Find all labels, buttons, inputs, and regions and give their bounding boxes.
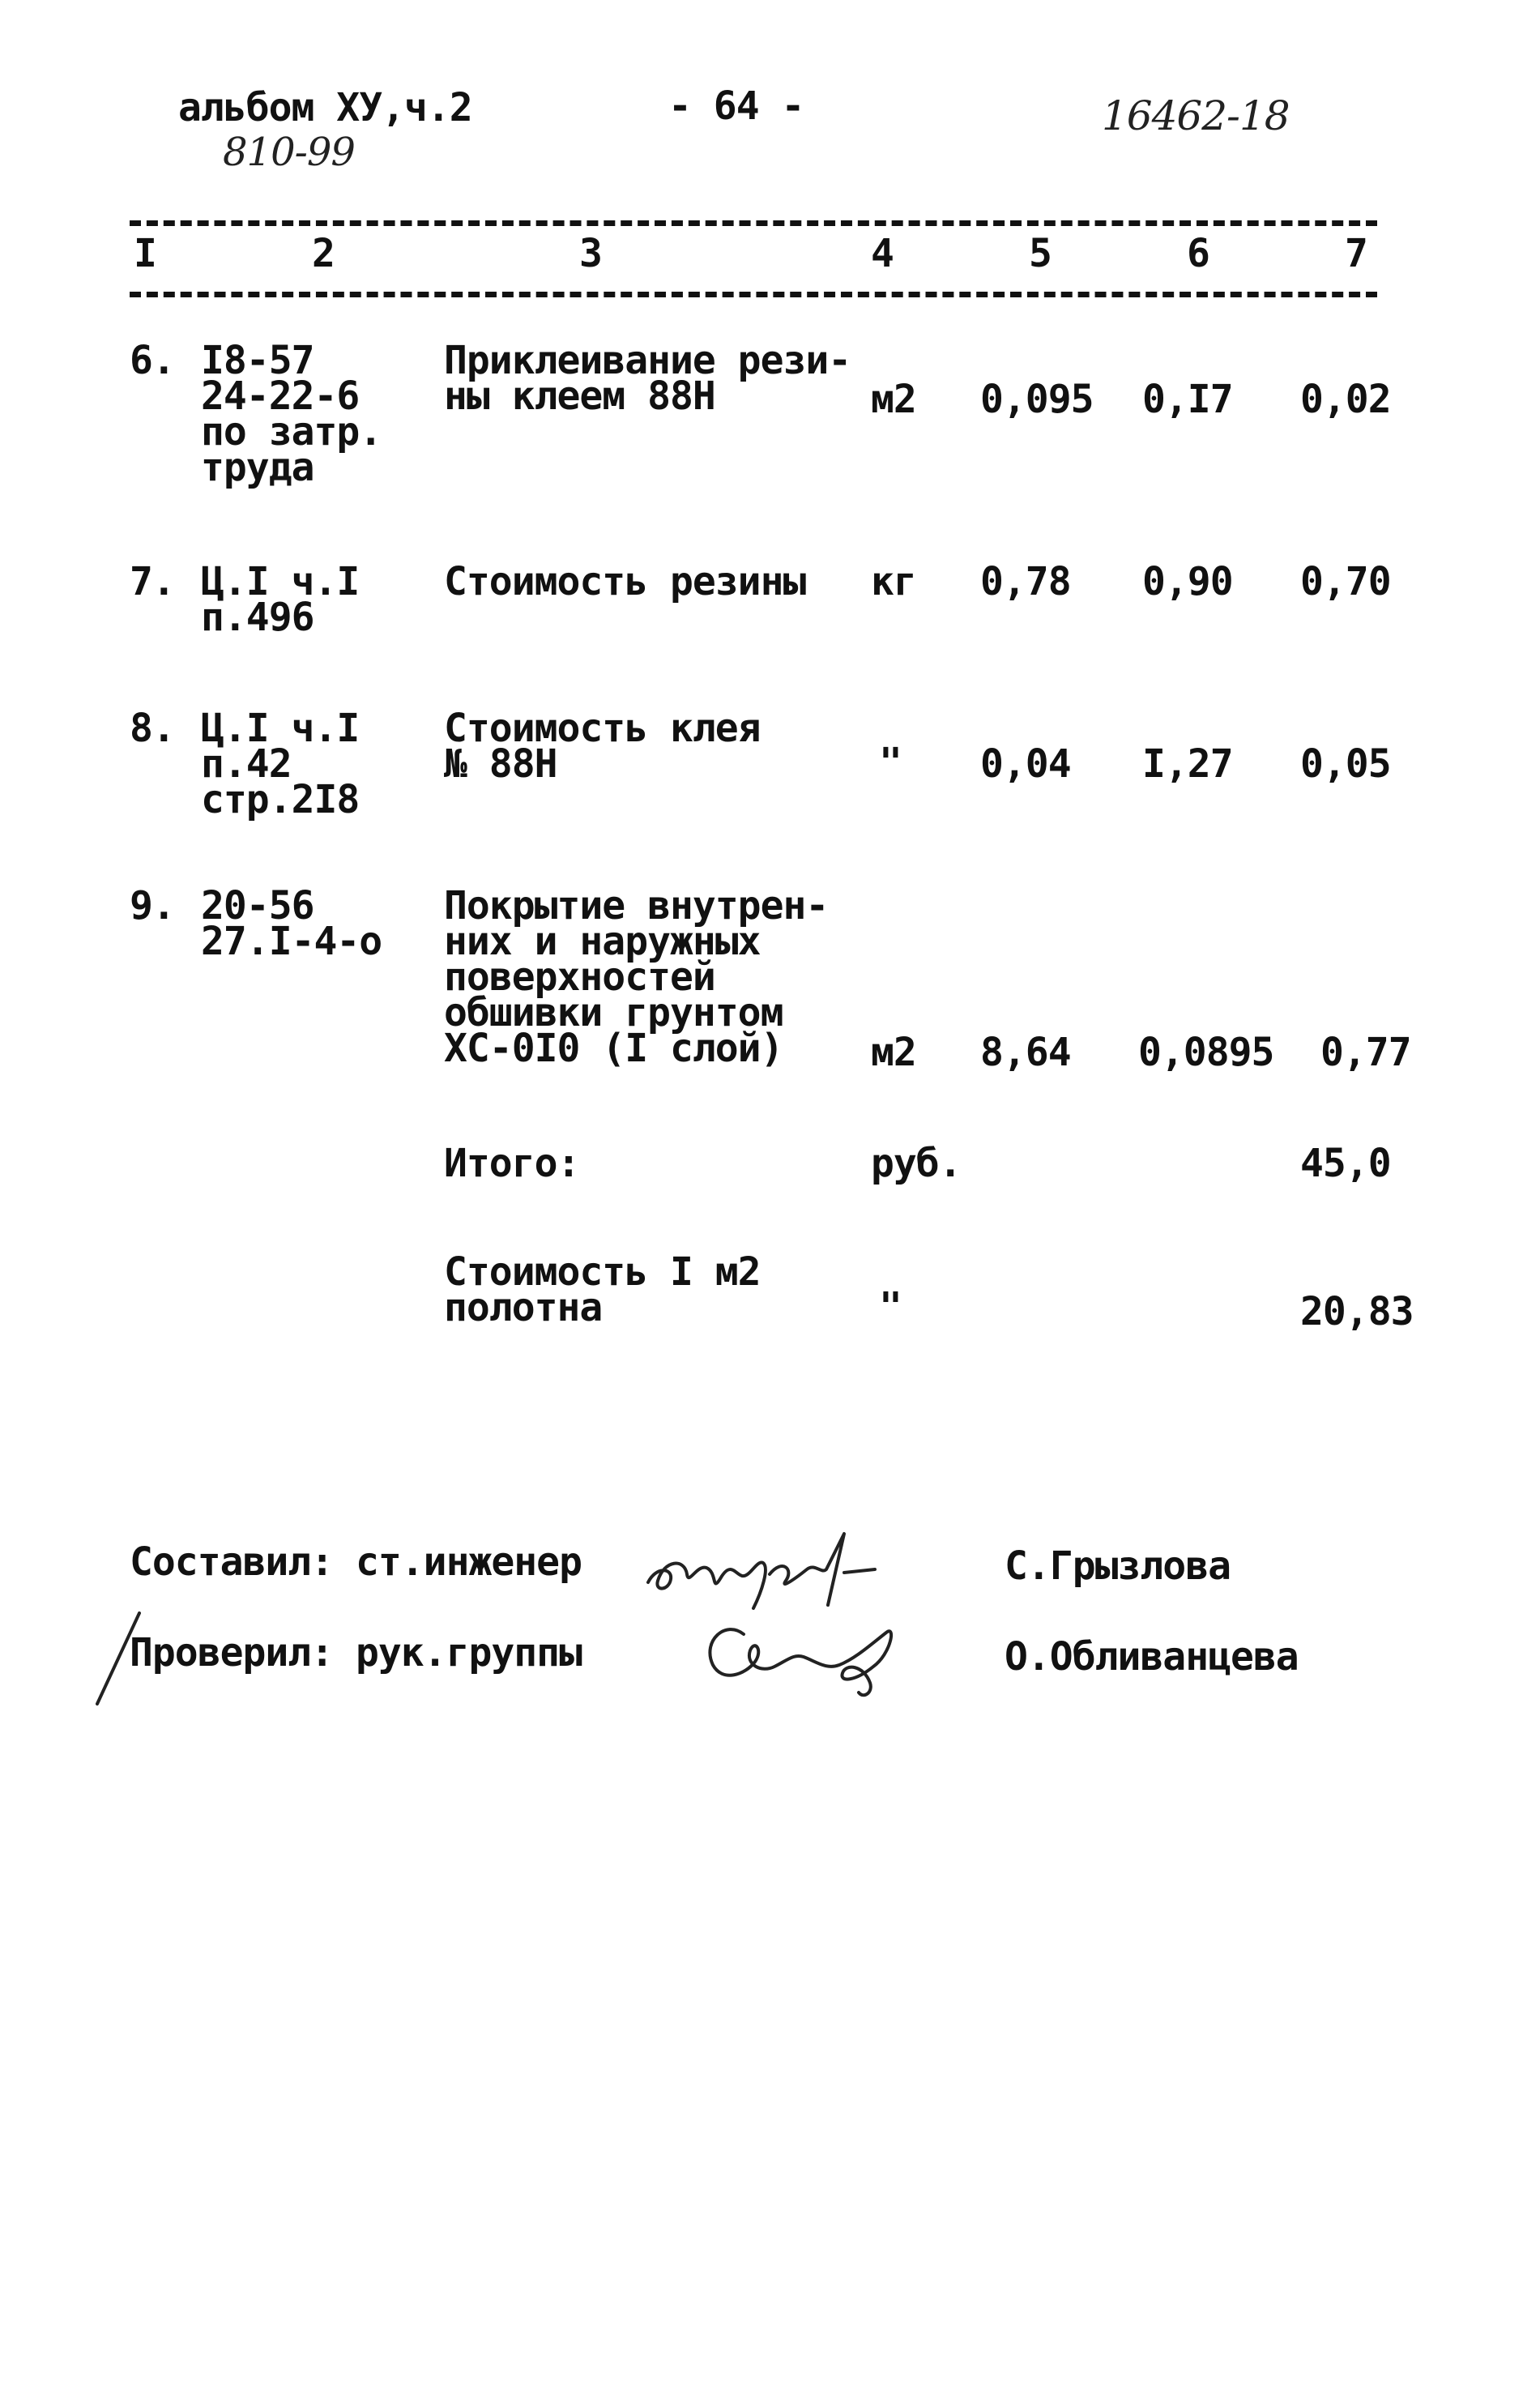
unit-cost-label: Стоимость I м2 — [444, 1249, 761, 1295]
row-total: 0,02 — [1300, 377, 1391, 422]
row-unit: м2 — [871, 377, 916, 422]
row-total: 0,05 — [1300, 741, 1391, 787]
row-reference: стр.2I8 — [201, 777, 360, 822]
row-price: 0,0895 — [1138, 1030, 1274, 1075]
row-number: 9. — [130, 883, 175, 928]
column-header-1: I — [134, 231, 156, 276]
row-description: Приклеивание рези- — [444, 338, 851, 383]
row-unit: " — [879, 740, 902, 785]
row-description: поверхностей — [444, 954, 715, 1000]
column-header-5: 5 — [1029, 231, 1052, 276]
row-reference: п.42 — [201, 741, 292, 787]
handwritten-slash-mark — [89, 1608, 146, 1710]
row-quantity: 0,095 — [980, 377, 1094, 422]
signature-compiler — [640, 1527, 907, 1616]
row-reference: Ц.I ч.I — [201, 559, 360, 604]
unit-cost-label: полотна — [444, 1285, 603, 1330]
row-description: Стоимость клея — [444, 706, 761, 751]
row-quantity: 0,04 — [980, 741, 1071, 787]
row-unit: кг — [871, 559, 916, 604]
signature-checker — [697, 1608, 924, 1705]
row-reference: 24-22-6 — [201, 374, 360, 419]
row-reference: Ц.I ч.I — [201, 706, 360, 751]
compiled-by-role: Составил: ст.инженер — [130, 1539, 582, 1585]
header-top-rule — [130, 220, 1377, 226]
row-description: обшивки грунтом — [444, 990, 783, 1035]
row-description: № 88Н — [444, 741, 557, 787]
row-number: 7. — [130, 559, 175, 604]
row-description: них и наружных — [444, 919, 761, 964]
column-header-2: 2 — [312, 231, 335, 276]
album-label: альбом ХУ,ч.2 — [178, 85, 472, 130]
row-description: ны клеем 88Н — [444, 374, 715, 419]
unit-cost-value: 20,83 — [1300, 1289, 1414, 1334]
column-header-6: 6 — [1187, 231, 1209, 276]
handwritten-code: 810-99 — [223, 130, 355, 175]
row-total: 0,77 — [1320, 1030, 1411, 1075]
row-number: 6. — [130, 338, 175, 383]
row-reference: труда — [201, 445, 314, 490]
compiled-by-name: С.Грызлова — [1005, 1543, 1231, 1589]
row-reference: по затр. — [201, 409, 382, 455]
row-reference: п.496 — [201, 595, 314, 640]
row-reference: I8-57 — [201, 338, 314, 383]
row-quantity: 0,78 — [980, 559, 1071, 604]
header-bottom-rule — [130, 292, 1377, 297]
row-price: 0,I7 — [1142, 377, 1233, 422]
row-description: ХС-0I0 (I слой) — [444, 1026, 783, 1071]
row-quantity: 8,64 — [980, 1030, 1071, 1075]
row-total: 0,70 — [1300, 559, 1391, 604]
checked-by-role: Проверил: рук.группы — [130, 1630, 582, 1676]
row-price: 0,90 — [1142, 559, 1233, 604]
total-unit: руб. — [871, 1141, 962, 1186]
total-label: Итого: — [444, 1141, 580, 1186]
unit-cost-unit: " — [879, 1284, 902, 1330]
row-description: Стоимость резины — [444, 559, 806, 604]
column-header-3: 3 — [579, 231, 602, 276]
row-description: Покрытие внутрен- — [444, 883, 829, 928]
row-price: I,27 — [1142, 741, 1233, 787]
total-value: 45,0 — [1300, 1141, 1391, 1186]
row-reference: 27.I-4-о — [201, 919, 382, 964]
checked-by-name: О.Обливанцева — [1005, 1634, 1299, 1680]
column-header-7: 7 — [1345, 231, 1367, 276]
column-header-4: 4 — [871, 231, 894, 276]
row-reference: 20-56 — [201, 883, 314, 928]
row-number: 8. — [130, 706, 175, 751]
row-unit: м2 — [871, 1030, 916, 1075]
document-number: 16462-18 — [1102, 92, 1290, 139]
page-number: - 64 - — [668, 83, 804, 129]
